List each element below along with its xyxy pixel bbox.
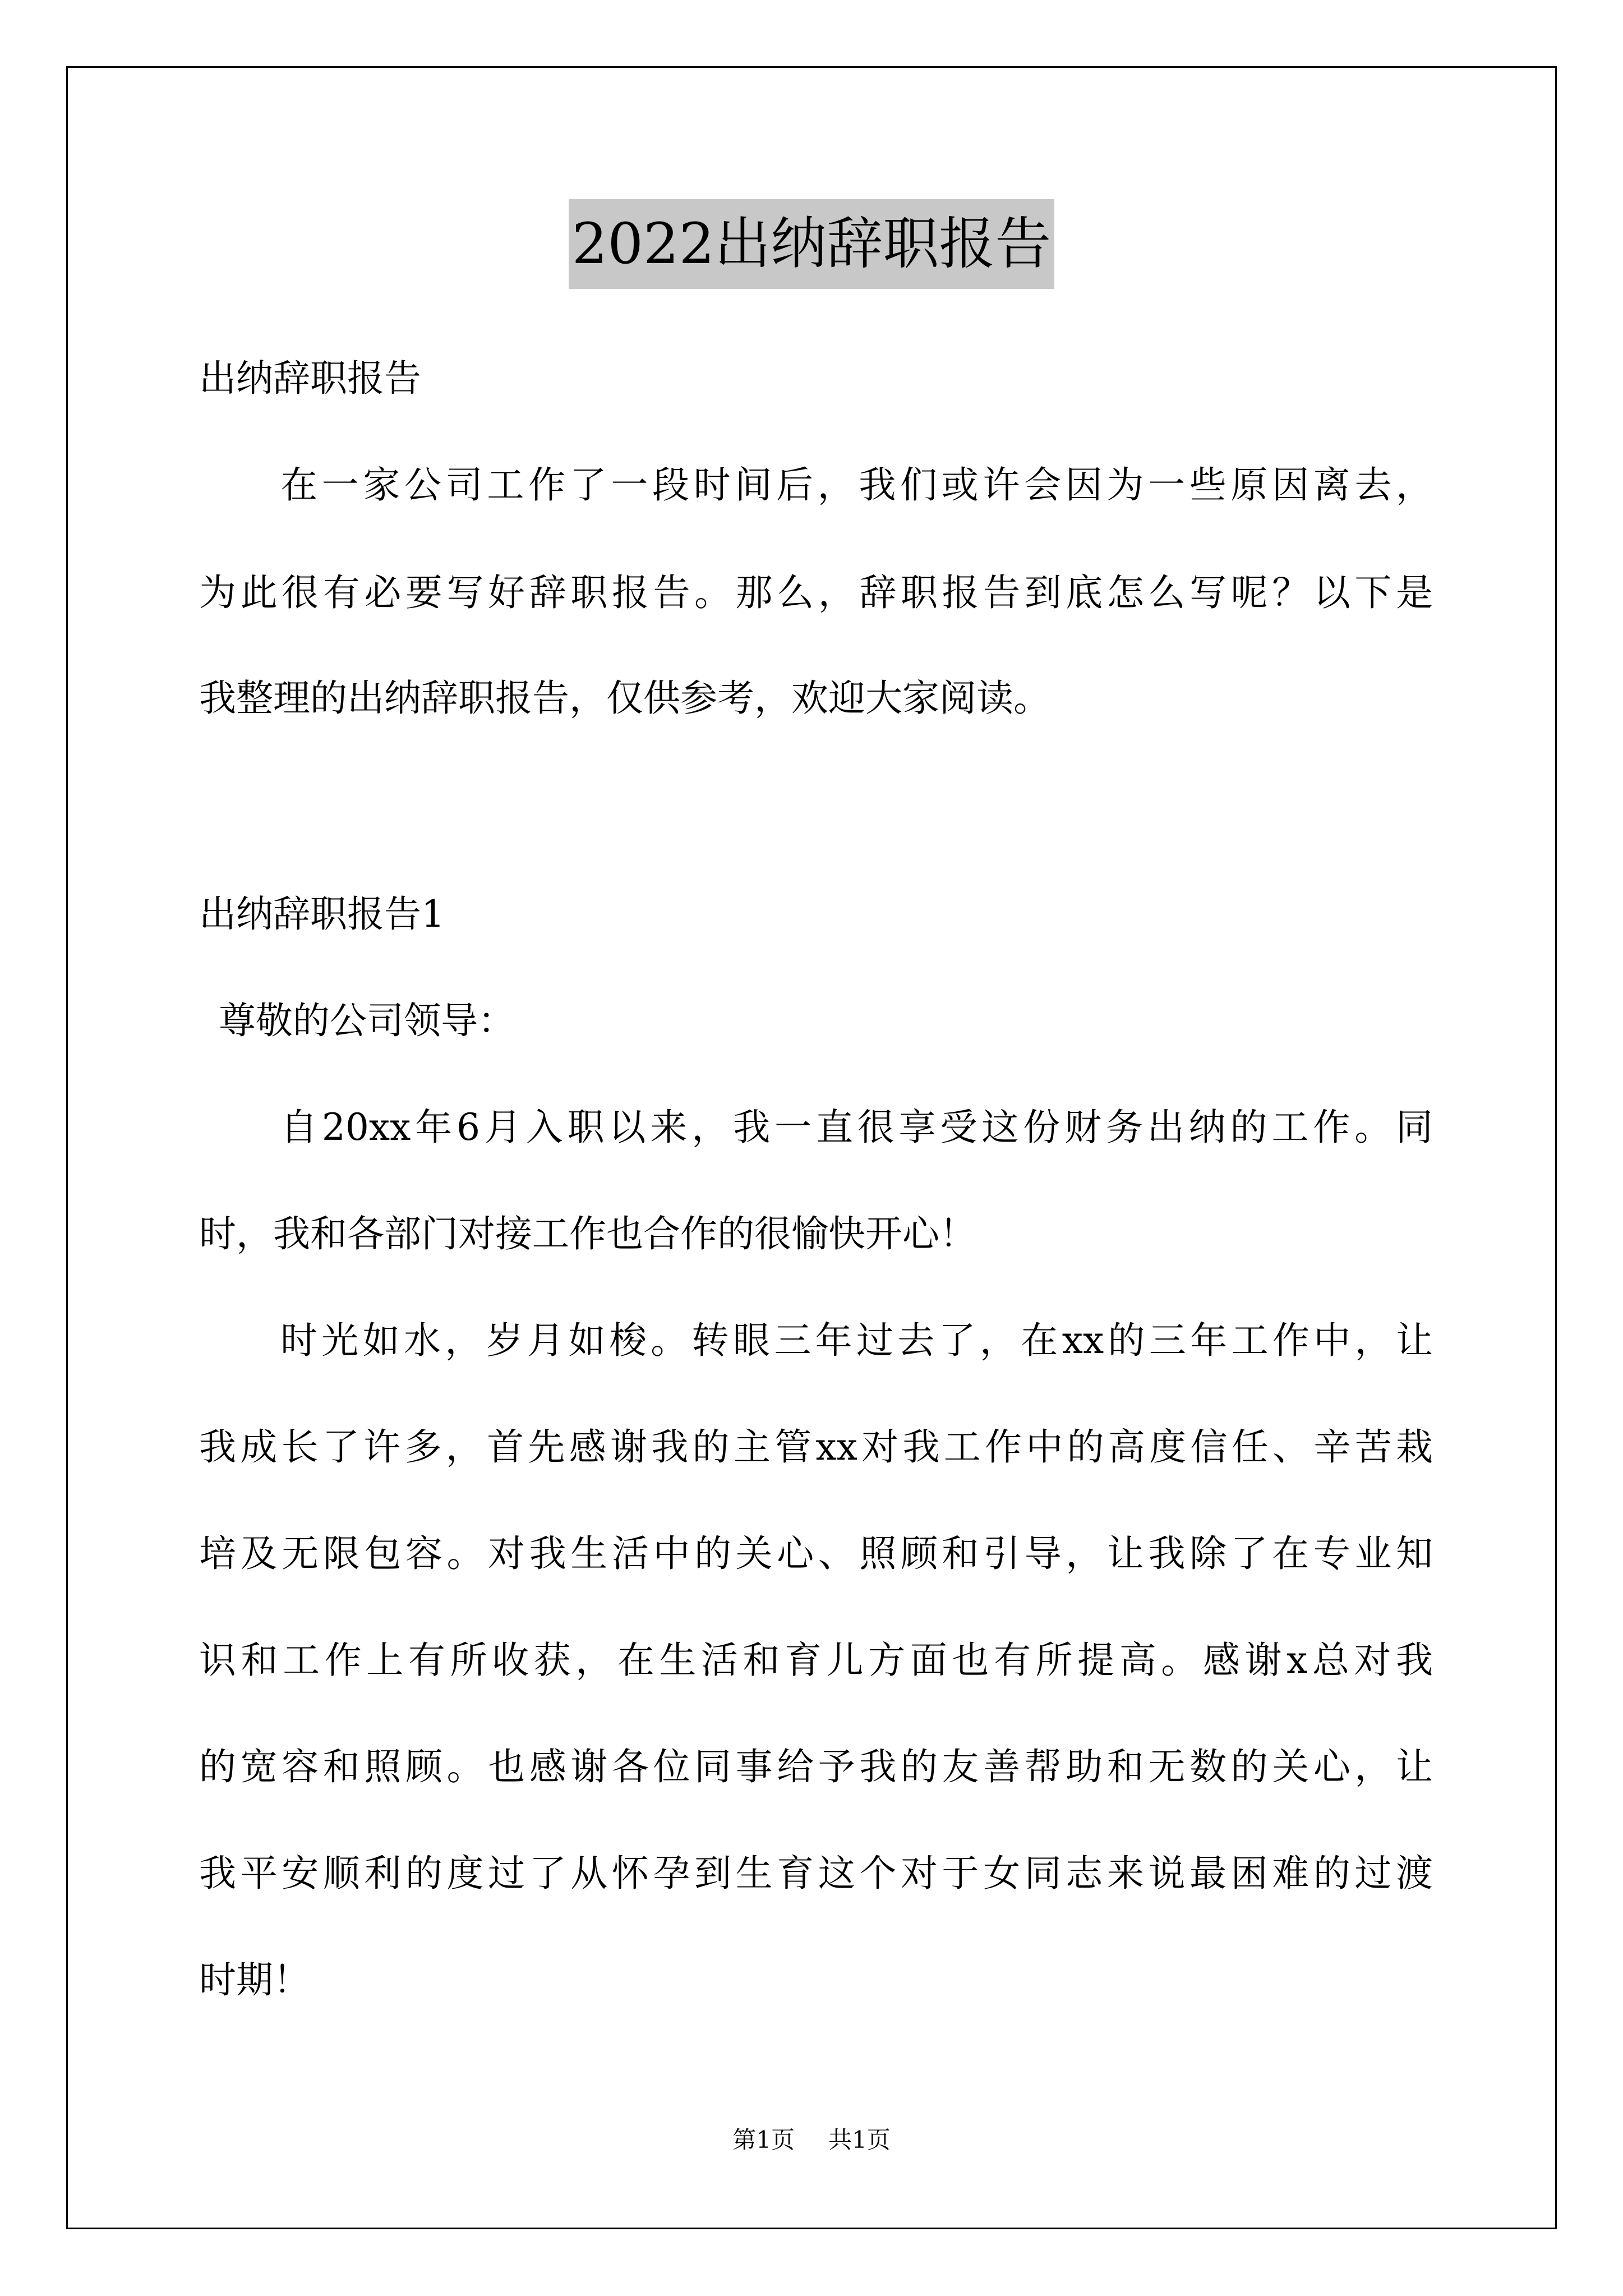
- page-number: 第1页: [732, 2126, 795, 2154]
- page-footer: [0, 2123, 1623, 2157]
- paragraph-line: 时，我和各部门对接工作也合作的很愉快开心！: [199, 1212, 976, 1255]
- paragraph-line: 的宽容和照顾。也感谢各位同事给予我的友善帮助和无数的关心，让: [199, 1745, 1433, 1788]
- paragraph-line: 我整理的出纳辞职报告，仅供参考，欢迎大家阅读。: [199, 677, 1050, 720]
- paragraph-line: 识和工作上有所收获，在生活和育儿方面也有所提高。感谢x总对我: [199, 1639, 1433, 1682]
- page-total: 共1页: [828, 2126, 891, 2154]
- paragraph-line: 时光如水，岁月如梭。转眼三年过去了，在xx的三年工作中，让: [280, 1319, 1433, 1362]
- section-heading: 出纳辞职报告1: [199, 892, 445, 936]
- paragraph-line: 我平安顺利的度过了从怀孕到生育这个对于女同志来说最困难的过渡: [199, 1852, 1433, 1895]
- title-container: [0, 199, 1623, 289]
- paragraph-line: 自20xx年6月入职以来，我一直很享受这份财务出纳的工作。同: [280, 1106, 1433, 1149]
- document-subtitle: 出纳辞职报告: [199, 357, 421, 400]
- paragraph-line: 我成长了许多，首先感谢我的主管xx对我工作中的高度信任、辛苦栽: [199, 1425, 1433, 1469]
- document-title: 2022出纳辞职报告: [569, 199, 1055, 289]
- paragraph-line: 为此很有必要写好辞职报告。那么，辞职报告到底怎么写呢？以下是: [199, 571, 1433, 614]
- paragraph-line: 在一家公司工作了一段时间后，我们或许会因为一些原因离去，: [280, 463, 1433, 507]
- paragraph-line: 培及无限包容。对我生活中的关心、照顾和引导，让我除了在专业知: [199, 1532, 1433, 1575]
- salutation: 尊敬的公司领导：: [219, 999, 515, 1042]
- paragraph-line: 时期！: [199, 1958, 310, 2001]
